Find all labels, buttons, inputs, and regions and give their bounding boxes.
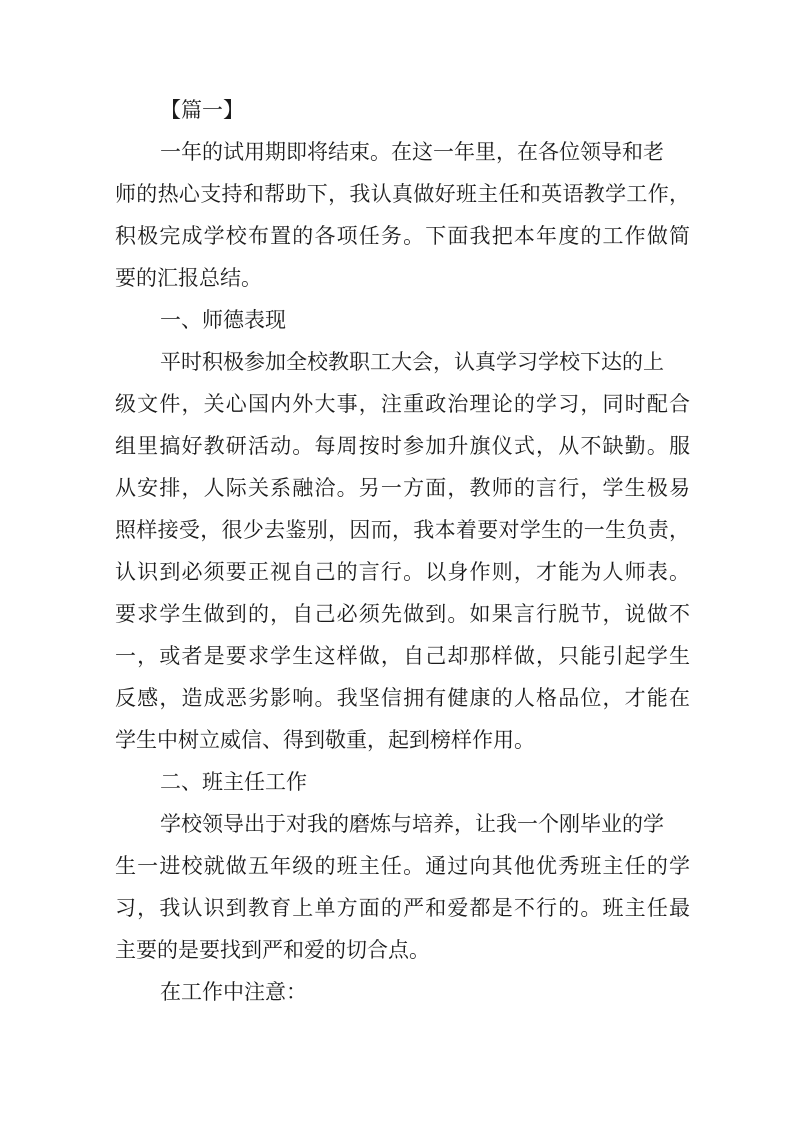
subheading-class-teacher-work: 二、班主任工作 [160, 770, 307, 794]
paragraph-line: 平时积极参加全校教职工大会，认真学习学校下达的上 [160, 350, 664, 374]
paragraph-line: 主要的是要找到严和爱的切合点。 [115, 938, 430, 962]
paragraph-line: 组里搞好教研活动。每周按时参加升旗仪式，从不缺勤。服 [115, 434, 690, 458]
paragraph-line: 一，或者是要求学生这样做，自己却那样做，只能引起学生 [115, 644, 690, 668]
paragraph-line: 生一进校就做五年级的班主任。通过向其他优秀班主任的学 [115, 854, 690, 878]
paragraph-line: 要求学生做到的，自己必须先做到。如果言行脱节，说做不 [115, 602, 690, 626]
paragraph-line: 要的汇报总结。 [115, 266, 262, 290]
paragraph-line: 学校领导出于对我的磨炼与培养，让我一个刚毕业的学 [160, 812, 664, 836]
paragraph-line: 师的热心支持和帮助下，我认真做好班主任和英语教学工作， [115, 182, 690, 206]
document-body [115, 89, 690, 1013]
paragraph-line: 级文件，关心国内外大事，注重政治理论的学习，同时配合 [115, 392, 690, 416]
subheading-teacher-ethics: 一、师德表现 [160, 308, 286, 332]
paragraph-line: 学生中树立威信、得到敬重，起到榜样作用。 [115, 728, 535, 752]
paragraph-line: 在工作中注意： [160, 980, 307, 1004]
paragraph-line: 反感，造成恶劣影响。我坚信拥有健康的人格品位，才能在 [115, 686, 690, 710]
paragraph-line: 认识到必须要正视自己的言行。以身作则，才能为人师表。 [115, 560, 690, 584]
paragraph-line: 积极完成学校布置的各项任务。下面我把本年度的工作做简 [115, 224, 690, 248]
section-heading: 【篇一】 [160, 98, 244, 122]
paragraph-line: 从安排，人际关系融洽。另一方面，教师的言行，学生极易 [115, 476, 690, 500]
paragraph-line: 照样接受，很少去鉴别，因而，我本着要对学生的一生负责， [115, 518, 690, 542]
paragraph-line: 习，我认识到教育上单方面的严和爱都是不行的。班主任最 [115, 896, 690, 920]
paragraph-line: 一年的试用期即将结束。在这一年里，在各位领导和老 [160, 140, 664, 164]
